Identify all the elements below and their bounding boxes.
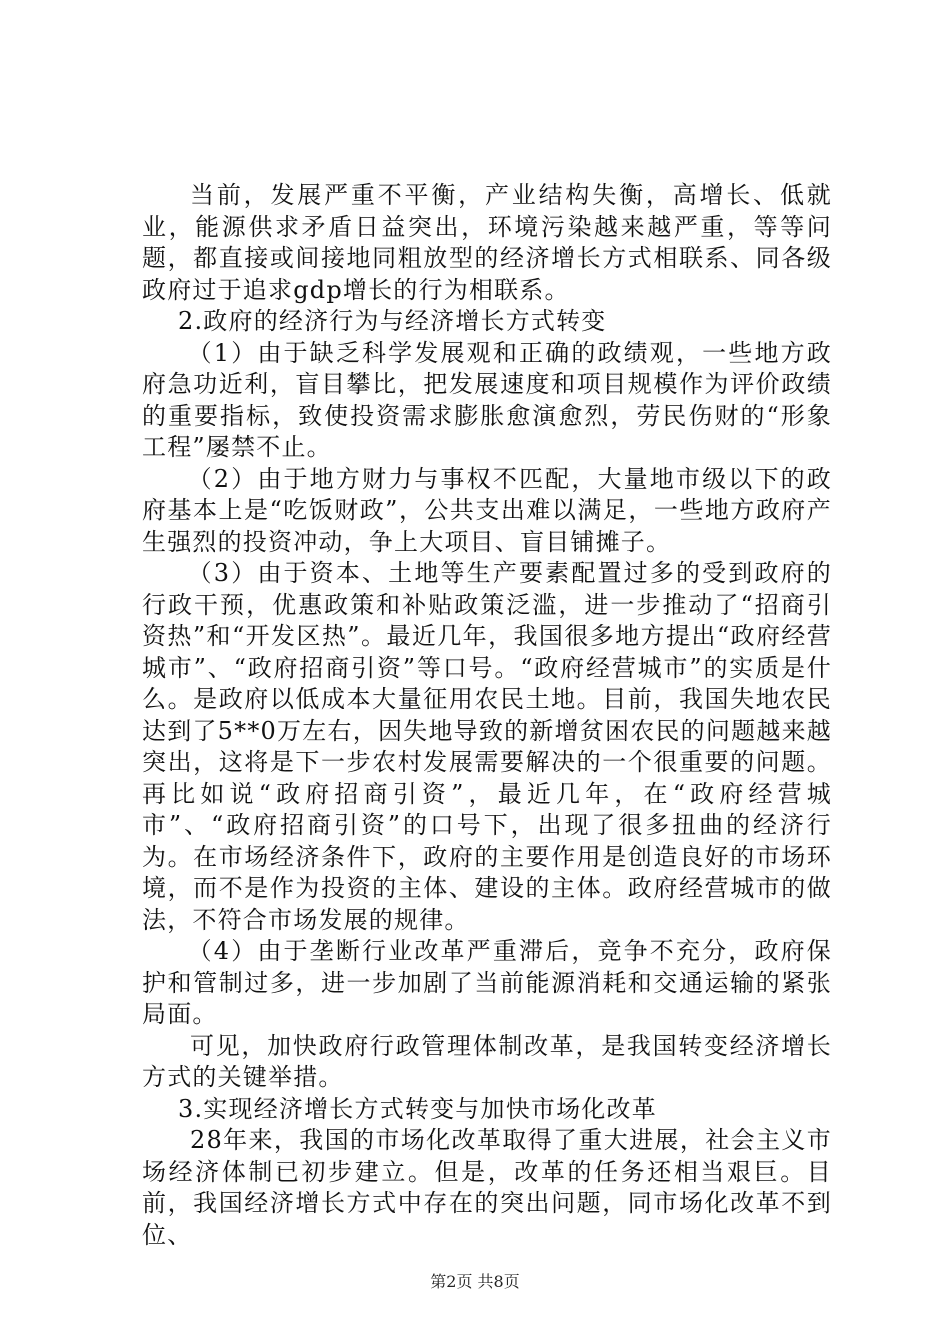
paragraph-conclusion: 可见，加快政府行政管理体制改革，是我国转变经济增长方式的关键举措。 — [142, 1031, 832, 1091]
section-heading-2: 2.政府的经济行为与经济增长方式转变 — [178, 307, 607, 335]
paragraph-point-4: （4）由于垄断行业改革严重滞后，竞争不充分，政府保护和管制过多，进一步加剧了当前能源消耗和交通运输的紧张局面。 — [142, 937, 832, 1028]
paragraph-point-2: （2）由于地方财力与事权不匹配，大量地市级以下的政府基本上是“吃饭财政”，公共支出难以满足，一些地方政府产生强烈的投资冲动，争上大项目、盲目铺摊子。 — [142, 464, 832, 556]
section-heading-3: 3.实现经济增长方式转变与加快市场化改革 — [178, 1094, 657, 1123]
paragraph-point-1: （1）由于缺乏科学发展观和正确的政绩观，一些地方政府急功近利，盲目攀比，把发展速度和项目规模作为评价政绩的重要指标，致使投资需求膨胀愈演愈烈，劳民伤财的“形象工程”屡禁不止。 — [142, 338, 832, 461]
paragraph-intro: 当前，发展严重不平衡，产业结构失衡，高增长、低就业，能源供求矛盾日益突出，环境污染越来越严重，等等问题，都直接或间接地同粗放型的经济增长方式相联系、同各级政府过于追求gdp增长的行为相联系。 — [142, 181, 832, 304]
page-number-footer: 第2页 共8页 — [430, 1272, 520, 1291]
paragraph-point-3: （3）由于资本、土地等生产要素配置过多的受到政府的行政干预，优惠政策和补贴政策泛滥，进一步推动了“招商引资热”和“开发区热”。最近几年，我国很多地方提出“政府经营城市”、“政府招商引资”等口号。“政府经营城市”的实质是什么。是政府以低成本大量征用农民土地。目前，我国失地农民达到了5**0万左右，因失地导致的新增贫困农民的问题越来越突出，这将是下一步农村发展需要解决的一个很重要的问题。再比如说“政府招商引资”，最近几年，在“政府经营城市”、“政府招商引资”的口号下，出现了很多扭曲的经济行为。在市场经济条件下，政府的主要作用是创造良好的市场环境，而不是作为投资的主体、建设的主体。政府经营城市的做法，不符合市场发展的规律。 — [142, 559, 832, 934]
document-body — [142, 180, 832, 1251]
paragraph-market-reform: 28年来，我国的市场化改革取得了重大进展，社会主义市场经济体制已初步建立。但是，改革的任务还相当艰巨。目前，我国经济增长方式中存在的突出问题，同市场化改革不到位、 — [142, 1126, 832, 1249]
